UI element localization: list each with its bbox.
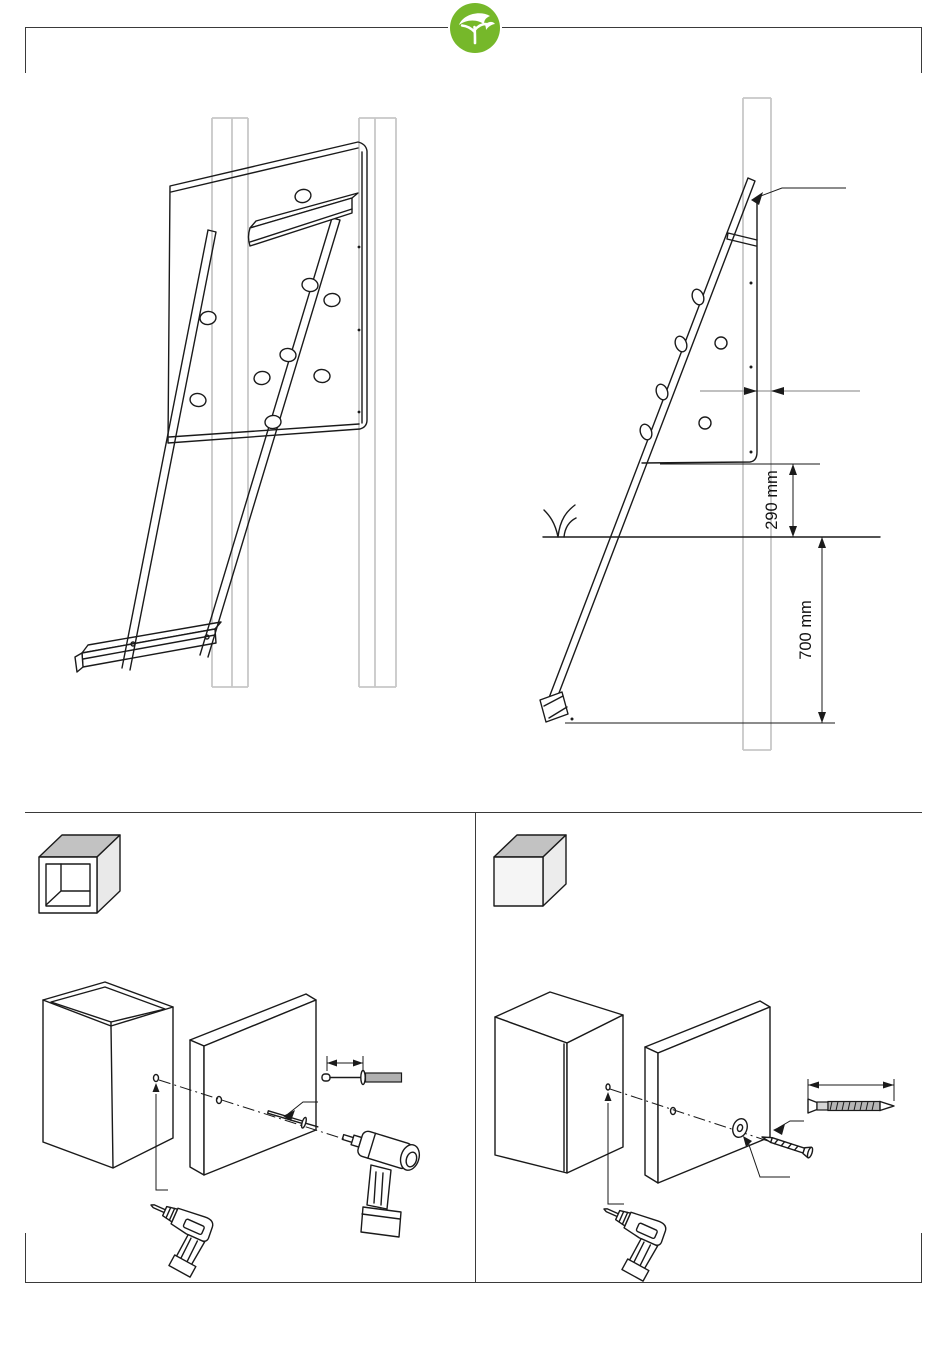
buried-foot — [540, 692, 574, 722]
dimension-290 — [660, 464, 820, 537]
rivet-instruction-cell — [25, 813, 476, 1283]
rivet-grip-dimension — [327, 1056, 363, 1071]
dimension-700 — [565, 537, 835, 723]
hollow-metal-post-icon — [39, 835, 120, 913]
screw-length-dimension — [808, 1079, 894, 1101]
panel-board — [190, 994, 316, 1175]
tree-logo-icon — [449, 2, 501, 54]
screw-instruction-cell — [476, 813, 922, 1283]
climbing-wall-on-posts-drawing — [70, 95, 410, 705]
drill-icon — [131, 1195, 216, 1278]
solid-post — [495, 992, 623, 1173]
header-rule-right — [502, 27, 922, 28]
solid-wood-post-icon — [494, 835, 566, 906]
panel-board — [645, 1001, 770, 1183]
dimension-700-label: 700 mm — [797, 600, 815, 660]
holds-edge-profile — [638, 288, 706, 442]
dimension-290-label: 290 mm — [763, 470, 781, 530]
drill-hole-callout — [153, 1075, 169, 1191]
panel-edge-profile — [642, 203, 757, 463]
blind-rivet-icon — [322, 1056, 402, 1085]
header-rule-left — [25, 27, 448, 28]
corner-mark-top-left — [25, 27, 26, 73]
grass-icon — [544, 505, 576, 537]
side-rail — [547, 178, 755, 706]
corner-mark-top-right — [921, 27, 922, 73]
drill-icon — [584, 1199, 669, 1282]
rivet-gun-icon — [339, 1125, 422, 1237]
base-beam — [75, 622, 221, 672]
wood-screw-icon — [808, 1079, 894, 1113]
climbing-wall-side-profile-drawing — [530, 92, 890, 762]
contact-point-callout — [751, 188, 846, 205]
